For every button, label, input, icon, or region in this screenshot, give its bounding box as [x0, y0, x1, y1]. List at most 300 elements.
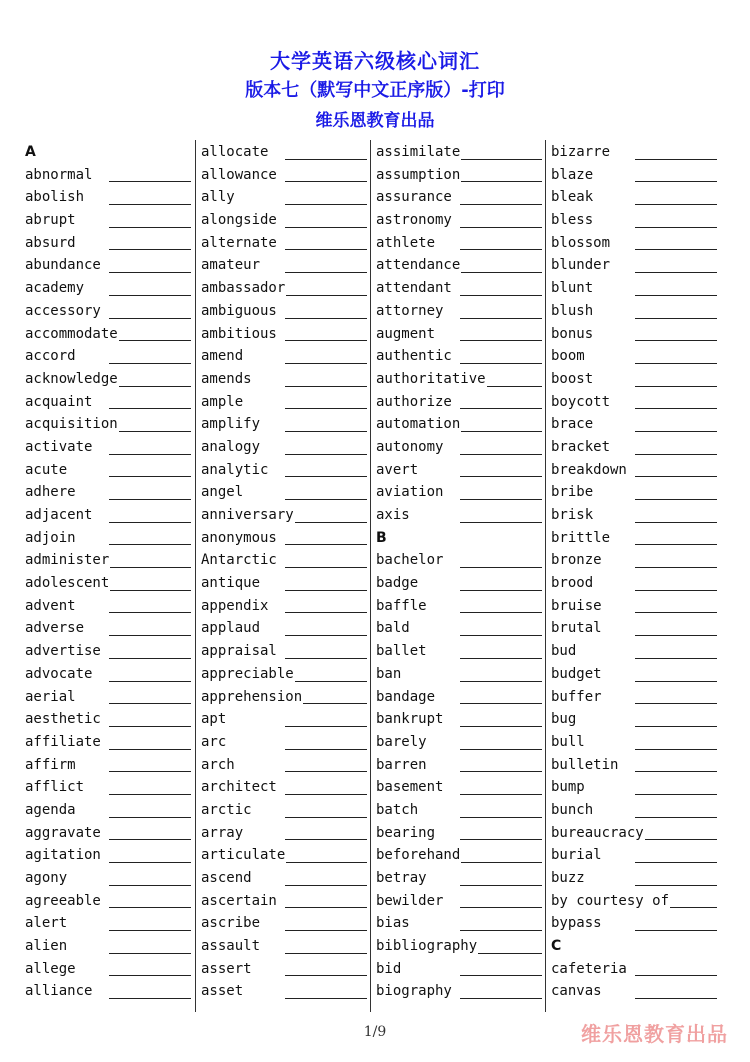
vocabulary-word: amends	[201, 368, 253, 391]
vocabulary-word: activate	[25, 436, 93, 459]
vocabulary-word: biography	[376, 980, 453, 1003]
vocabulary-row	[376, 571, 542, 594]
vocabulary-word: alliance	[25, 980, 93, 1003]
vocabulary-row	[551, 253, 717, 276]
answer-blank-line	[285, 817, 367, 818]
answer-blank-line	[460, 794, 542, 795]
vocabulary-row	[376, 503, 542, 526]
answer-blank-line	[285, 431, 367, 432]
vocabulary-row	[25, 344, 191, 367]
vocabulary-word: bandage	[376, 686, 436, 709]
vocabulary-word: appreciable	[201, 663, 295, 686]
vocabulary-row	[551, 458, 717, 481]
vocabulary-word: beforehand	[376, 844, 461, 867]
answer-blank-line	[460, 681, 542, 682]
vocabulary-word: bud	[551, 640, 577, 663]
vocabulary-row	[551, 979, 717, 1002]
vocabulary-word: aggravate	[25, 822, 102, 845]
vocabulary-word: bleak	[551, 186, 594, 209]
page-number: 1/9	[363, 1024, 387, 1040]
vocabulary-row	[201, 639, 367, 662]
vocabulary-word: bewilder	[376, 890, 444, 913]
vocabulary-row	[376, 911, 542, 934]
vocabulary-row	[25, 934, 191, 957]
vocabulary-word: accord	[25, 345, 77, 368]
answer-blank-line	[635, 862, 717, 863]
answer-blank-line	[460, 499, 542, 500]
answer-blank-line	[109, 681, 191, 682]
answer-blank-line	[285, 771, 367, 772]
answer-blank-line	[635, 476, 717, 477]
vocabulary-word: academy	[25, 277, 85, 300]
vocabulary-word: bump	[551, 776, 586, 799]
vocabulary-word: abnormal	[25, 164, 93, 187]
answer-blank-line	[635, 726, 717, 727]
answer-blank-line	[460, 749, 542, 750]
vocabulary-row	[376, 458, 542, 481]
vocabulary-word: bonus	[551, 323, 594, 346]
answer-blank-line	[635, 590, 717, 591]
answer-blank-line	[285, 681, 367, 682]
vocabulary-row	[376, 685, 542, 708]
vocabulary-word: allege	[25, 958, 77, 981]
vocabulary-word: analogy	[201, 436, 261, 459]
answer-blank-line	[460, 907, 542, 908]
vocabulary-word: batch	[376, 799, 419, 822]
vocabulary-word: accessory	[25, 300, 102, 323]
answer-blank-line	[635, 522, 717, 523]
answer-blank-line	[460, 318, 542, 319]
answer-blank-line	[635, 431, 717, 432]
vocabulary-row	[201, 253, 367, 276]
answer-blank-line	[285, 272, 367, 273]
vocabulary-word: asset	[201, 980, 244, 1003]
vocabulary-word: alert	[25, 912, 68, 935]
vocabulary-row	[551, 889, 717, 912]
answer-blank-line	[460, 431, 542, 432]
vocabulary-word: agitation	[25, 844, 102, 867]
vocabulary-row	[551, 821, 717, 844]
vocabulary-word: arch	[201, 754, 236, 777]
answer-blank-line	[460, 476, 542, 477]
vocabulary-row	[201, 934, 367, 957]
vocabulary-word: brutal	[551, 617, 603, 640]
vocabulary-row	[201, 231, 367, 254]
answer-blank-line	[109, 885, 191, 886]
vocabulary-row	[201, 480, 367, 503]
vocabulary-word: bizarre	[551, 141, 611, 164]
vocabulary-word: acute	[25, 459, 68, 482]
answer-blank-line	[285, 612, 367, 613]
vocabulary-row	[551, 866, 717, 889]
vocabulary-row	[551, 685, 717, 708]
answer-blank-line	[109, 907, 191, 908]
answer-blank-line	[109, 340, 191, 341]
vocabulary-word: bruise	[551, 595, 603, 618]
vocabulary-row	[376, 185, 542, 208]
vocabulary-row	[376, 639, 542, 662]
answer-blank-line	[285, 839, 367, 840]
answer-blank-line	[285, 386, 367, 387]
answer-blank-line	[635, 295, 717, 296]
vocabulary-word: barely	[376, 731, 428, 754]
answer-blank-line	[285, 975, 367, 976]
vocabulary-row	[551, 548, 717, 571]
vocabulary-word: blunder	[551, 254, 611, 277]
vocabulary-word: administer	[25, 549, 110, 572]
vocabulary-columns	[20, 140, 725, 1012]
vocabulary-word: affirm	[25, 754, 77, 777]
vocabulary-word: brisk	[551, 504, 594, 527]
vocabulary-word: assert	[201, 958, 253, 981]
answer-blank-line	[460, 249, 542, 250]
answer-blank-line	[109, 567, 191, 568]
vocabulary-row	[551, 911, 717, 934]
vocabulary-row	[376, 367, 542, 390]
vocabulary-row	[201, 866, 367, 889]
vocabulary-word: ally	[201, 186, 236, 209]
vocabulary-row	[551, 594, 717, 617]
vocabulary-row	[201, 322, 367, 345]
answer-blank-line	[635, 272, 717, 273]
vocabulary-column-3	[370, 140, 546, 1012]
vocabulary-word: affiliate	[25, 731, 102, 754]
answer-blank-line	[635, 771, 717, 772]
answer-blank-line	[285, 567, 367, 568]
answer-blank-line	[460, 862, 542, 863]
vocabulary-row	[25, 662, 191, 685]
vocabulary-row	[376, 616, 542, 639]
vocabulary-word: amateur	[201, 254, 261, 277]
vocabulary-row	[551, 208, 717, 231]
vocabulary-row	[201, 979, 367, 1002]
vocabulary-row	[25, 231, 191, 254]
vocabulary-word: bless	[551, 209, 594, 232]
vocabulary-word: appraisal	[201, 640, 278, 663]
answer-blank-line	[109, 544, 191, 545]
section-letter: A	[25, 141, 37, 164]
answer-blank-line	[109, 635, 191, 636]
vocabulary-word: boycott	[551, 391, 611, 414]
vocabulary-word: ascend	[201, 867, 253, 890]
vocabulary-word: bracket	[551, 436, 611, 459]
answer-blank-line	[460, 658, 542, 659]
section-letter-heading	[25, 140, 191, 163]
vocabulary-word: adhere	[25, 481, 77, 504]
answer-blank-line	[285, 340, 367, 341]
answer-blank-line	[635, 249, 717, 250]
answer-blank-line	[109, 522, 191, 523]
answer-blank-line	[460, 771, 542, 772]
vocabulary-row	[25, 526, 191, 549]
answer-blank-line	[460, 340, 542, 341]
answer-blank-line	[460, 227, 542, 228]
vocabulary-word: adverse	[25, 617, 85, 640]
vocabulary-row	[551, 753, 717, 776]
vocabulary-row	[551, 435, 717, 458]
vocabulary-row	[201, 548, 367, 571]
answer-blank-line	[109, 386, 191, 387]
vocabulary-word: apprehension	[201, 686, 303, 709]
vocabulary-word: by courtesy of	[551, 890, 670, 913]
answer-blank-line	[635, 408, 717, 409]
vocabulary-word: bid	[376, 958, 402, 981]
vocabulary-row	[201, 662, 367, 685]
publisher-watermark: 维乐恩教育出品	[581, 1022, 728, 1046]
vocabulary-word: ample	[201, 391, 244, 414]
vocabulary-row	[25, 163, 191, 186]
vocabulary-word: authentic	[376, 345, 453, 368]
answer-blank-line	[285, 953, 367, 954]
vocabulary-row	[551, 616, 717, 639]
vocabulary-word: ambassador	[201, 277, 286, 300]
vocabulary-row	[376, 480, 542, 503]
vocabulary-row	[201, 435, 367, 458]
answer-blank-line	[635, 885, 717, 886]
vocabulary-row	[551, 798, 717, 821]
vocabulary-row	[201, 458, 367, 481]
vocabulary-row	[376, 957, 542, 980]
vocabulary-row	[201, 503, 367, 526]
answer-blank-line	[285, 930, 367, 931]
vocabulary-word: ambiguous	[201, 300, 278, 323]
vocabulary-word: canvas	[551, 980, 603, 1003]
vocabulary-word: aesthetic	[25, 708, 102, 731]
vocabulary-row	[376, 934, 542, 957]
vocabulary-row	[25, 253, 191, 276]
vocabulary-word: bulletin	[551, 754, 619, 777]
answer-blank-line	[635, 998, 717, 999]
vocabulary-row	[201, 299, 367, 322]
vocabulary-word: bald	[376, 617, 411, 640]
section-letter: C	[551, 935, 562, 958]
vocabulary-row	[25, 957, 191, 980]
vocabulary-row	[551, 480, 717, 503]
vocabulary-row	[376, 276, 542, 299]
vocabulary-column-2	[195, 140, 371, 1012]
vocabulary-row	[201, 526, 367, 549]
vocabulary-row	[376, 548, 542, 571]
answer-blank-line	[109, 612, 191, 613]
answer-blank-line	[285, 726, 367, 727]
vocabulary-row	[551, 957, 717, 980]
vocabulary-row	[25, 798, 191, 821]
answer-blank-line	[109, 249, 191, 250]
vocabulary-row	[25, 889, 191, 912]
answer-blank-line	[460, 839, 542, 840]
vocabulary-word: brittle	[551, 527, 611, 550]
answer-blank-line	[460, 998, 542, 999]
vocabulary-row	[551, 185, 717, 208]
vocabulary-row	[376, 299, 542, 322]
vocabulary-row	[25, 707, 191, 730]
section-letter: B	[376, 527, 388, 550]
vocabulary-word: adjoin	[25, 527, 77, 550]
vocabulary-word: augment	[376, 323, 436, 346]
vocabulary-word: betray	[376, 867, 428, 890]
answer-blank-line	[285, 658, 367, 659]
vocabulary-word: apt	[201, 708, 227, 731]
answer-blank-line	[285, 635, 367, 636]
answer-blank-line	[285, 249, 367, 250]
vocabulary-row	[201, 367, 367, 390]
answer-blank-line	[285, 454, 367, 455]
vocabulary-row	[25, 571, 191, 594]
answer-blank-line	[109, 930, 191, 931]
vocabulary-row	[25, 367, 191, 390]
answer-blank-line	[460, 567, 542, 568]
vocabulary-row	[25, 594, 191, 617]
answer-blank-line	[635, 499, 717, 500]
vocabulary-row	[201, 821, 367, 844]
answer-blank-line	[460, 454, 542, 455]
vocabulary-word: basement	[376, 776, 444, 799]
vocabulary-word: bug	[551, 708, 577, 731]
answer-blank-line	[109, 703, 191, 704]
answer-blank-line	[460, 204, 542, 205]
vocabulary-column-4	[545, 140, 721, 1012]
vocabulary-row	[201, 276, 367, 299]
vocabulary-word: bachelor	[376, 549, 444, 572]
answer-blank-line	[109, 590, 191, 591]
vocabulary-word: appendix	[201, 595, 269, 618]
answer-blank-line	[109, 862, 191, 863]
answer-blank-line	[635, 612, 717, 613]
vocabulary-row	[25, 503, 191, 526]
vocabulary-word: ascribe	[201, 912, 261, 935]
vocabulary-row	[376, 140, 542, 163]
answer-blank-line	[109, 181, 191, 182]
vocabulary-word: agenda	[25, 799, 77, 822]
vocabulary-row	[376, 163, 542, 186]
vocabulary-row	[376, 231, 542, 254]
vocabulary-word: amplify	[201, 413, 261, 436]
answer-blank-line	[109, 658, 191, 659]
vocabulary-word: avert	[376, 459, 419, 482]
vocabulary-word: articulate	[201, 844, 286, 867]
answer-blank-line	[635, 703, 717, 704]
vocabulary-row	[551, 707, 717, 730]
vocabulary-word: assault	[201, 935, 261, 958]
vocabulary-row	[201, 344, 367, 367]
vocabulary-word: bypass	[551, 912, 603, 935]
answer-blank-line	[460, 159, 542, 160]
vocabulary-word: blaze	[551, 164, 594, 187]
vocabulary-word: attendant	[376, 277, 453, 300]
vocabulary-row	[376, 889, 542, 912]
vocabulary-word: baffle	[376, 595, 428, 618]
answer-blank-line	[285, 907, 367, 908]
answer-blank-line	[635, 159, 717, 160]
vocabulary-word: analytic	[201, 459, 269, 482]
vocabulary-row	[201, 185, 367, 208]
vocabulary-word: blossom	[551, 232, 611, 255]
answer-blank-line	[635, 181, 717, 182]
vocabulary-row	[201, 707, 367, 730]
vocabulary-word: architect	[201, 776, 278, 799]
answer-blank-line	[285, 499, 367, 500]
answer-blank-line	[460, 703, 542, 704]
vocabulary-row	[25, 616, 191, 639]
vocabulary-column-1	[20, 140, 195, 1012]
vocabulary-word: blunt	[551, 277, 594, 300]
vocabulary-row	[201, 412, 367, 435]
answer-blank-line	[109, 476, 191, 477]
answer-blank-line	[109, 227, 191, 228]
vocabulary-word: assumption	[376, 164, 461, 187]
answer-blank-line	[460, 363, 542, 364]
vocabulary-row	[25, 866, 191, 889]
vocabulary-row	[201, 208, 367, 231]
vocabulary-row	[551, 639, 717, 662]
answer-blank-line	[635, 363, 717, 364]
vocabulary-row	[201, 730, 367, 753]
vocabulary-row	[25, 979, 191, 1002]
answer-blank-line	[109, 408, 191, 409]
answer-blank-line	[285, 318, 367, 319]
vocabulary-word: brood	[551, 572, 594, 595]
vocabulary-word: abrupt	[25, 209, 77, 232]
vocabulary-word: athlete	[376, 232, 436, 255]
vocabulary-word: ambitious	[201, 323, 278, 346]
answer-blank-line	[109, 953, 191, 954]
vocabulary-row	[376, 208, 542, 231]
vocabulary-row	[25, 458, 191, 481]
vocabulary-row	[551, 367, 717, 390]
answer-blank-line	[109, 295, 191, 296]
vocabulary-row	[376, 390, 542, 413]
answer-blank-line	[109, 975, 191, 976]
vocabulary-word: bibliography	[376, 935, 478, 958]
vocabulary-row	[376, 821, 542, 844]
vocabulary-word: assurance	[376, 186, 453, 209]
vocabulary-word: advertise	[25, 640, 102, 663]
answer-blank-line	[460, 635, 542, 636]
vocabulary-word: anonymous	[201, 527, 278, 550]
answer-blank-line	[285, 544, 367, 545]
answer-blank-line	[285, 363, 367, 364]
answer-blank-line	[285, 590, 367, 591]
vocabulary-word: acquisition	[25, 413, 119, 436]
vocabulary-row	[376, 775, 542, 798]
answer-blank-line	[109, 771, 191, 772]
answer-blank-line	[460, 930, 542, 931]
answer-blank-line	[285, 998, 367, 999]
vocabulary-row	[551, 526, 717, 549]
vocabulary-row	[551, 344, 717, 367]
vocabulary-word: attorney	[376, 300, 444, 323]
answer-blank-line	[635, 204, 717, 205]
vocabulary-word: axis	[376, 504, 411, 527]
vocabulary-row	[201, 594, 367, 617]
answer-blank-line	[285, 749, 367, 750]
vocabulary-word: adolescent	[25, 572, 110, 595]
vocabulary-word: bias	[376, 912, 411, 935]
vocabulary-row	[551, 412, 717, 435]
vocabulary-word: agreeable	[25, 890, 102, 913]
vocabulary-row	[201, 571, 367, 594]
vocabulary-row	[376, 979, 542, 1002]
document-title: 大学英语六级核心词汇	[270, 49, 480, 73]
vocabulary-row	[201, 889, 367, 912]
answer-blank-line	[460, 295, 542, 296]
vocabulary-row	[201, 911, 367, 934]
vocabulary-word: array	[201, 822, 244, 845]
answer-blank-line	[285, 522, 367, 523]
vocabulary-word: barren	[376, 754, 428, 777]
vocabulary-row	[25, 276, 191, 299]
vocabulary-row	[25, 412, 191, 435]
